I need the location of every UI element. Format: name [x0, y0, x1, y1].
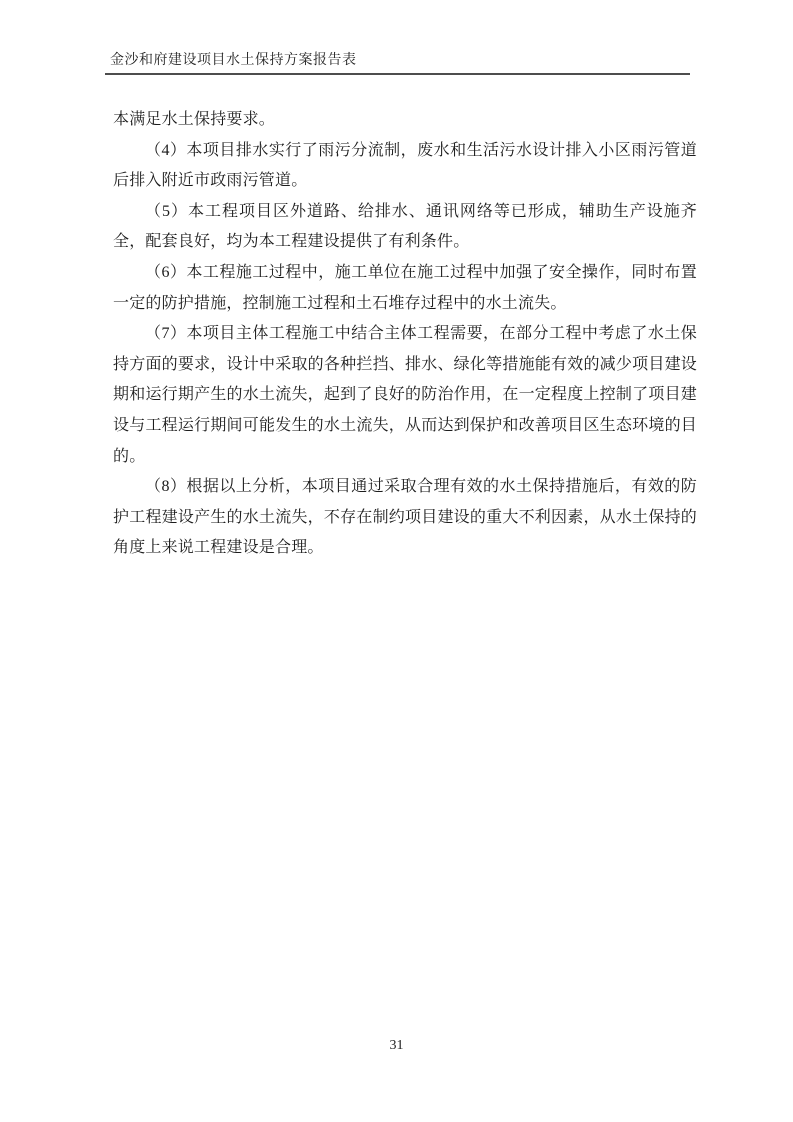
- page-header: [105, 52, 690, 75]
- body-paragraph-item-4: （4）本项目排水实行了雨污分流制，废水和生活污水设计排入小区雨污管道后排入附近市政雨污管道。: [113, 141, 697, 190]
- document-body: [113, 105, 697, 564]
- body-paragraph-item-6: （6）本工程施工过程中，施工单位在施工过程中加强了安全操作，同时布置一定的防护措施，控制施工过程和土石堆存过程中的水土流失。: [113, 263, 697, 312]
- body-paragraph-item-7: （7）本项目主体工程施工中结合主体工程需要，在部分工程中考虑了水土保持方面的要求，设计中采取的各种拦挡、排水、绿化等措施能有效的减少项目建设期和运行期产生的水土流失，起到了良好的防治作用，在一定程度上控制了项目建设与工程运行期间可能发生的水土流失，从而达到保护和改善项目区生态环境的目的。: [113, 325, 697, 465]
- document-header-title: 金沙和府建设项目水土保持方案报告表: [110, 53, 357, 68]
- page-number: 31: [389, 1038, 404, 1053]
- body-paragraph-item-8: （8）根据以上分析，本项目通过采取合理有效的水土保持措施后，有效的防护工程建设产生的水土流失，不存在制约项目建设的重大不利因素，从水土保持的角度上来说工程建设是合理。: [113, 478, 697, 557]
- body-paragraph-item-5: （5）本工程项目区外道路、给排水、通讯网络等已形成，辅助生产设施齐全，配套良好，均为本工程建设提供了有利条件。: [113, 202, 697, 251]
- page-footer: [0, 1036, 793, 1055]
- body-paragraph-continuation: 本满足水土保持要求。: [113, 111, 276, 128]
